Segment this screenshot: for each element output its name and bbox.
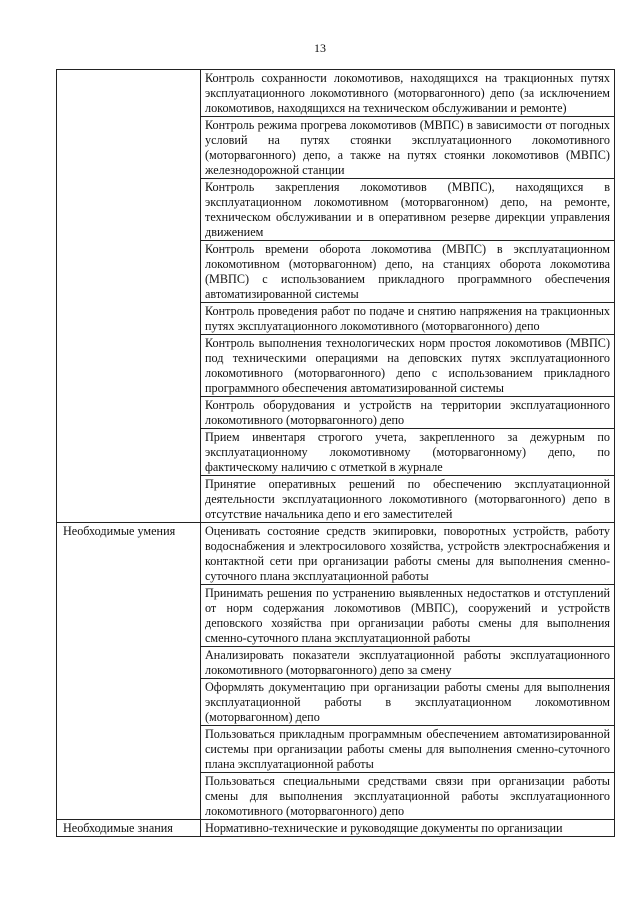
table-cell: Контроль закрепления локомотивов (МВПС), находящихся в эксплуатационном локомотивном (моторвагонном) депо, на ремонте, техническом обслуживании и в оперативном резерве дирекции управления движением — [201, 179, 615, 241]
table-cell: Пользоваться прикладным программным обеспечением автоматизированной системы при организации работы смены для выполнения сменно-суточного плана эксплуатационной работы — [201, 726, 615, 773]
table-cell: Принимать решения по устранению выявленных недостатков и отступлений от норм содержания локомотивов (МВПС), сооружений и устройств деповского хозяйства при организации работы смены для выполнения сменно-суточного плана эксплуатационной работы — [201, 585, 615, 647]
table-cell: Пользоваться специальными средствами связи при организации работы смены для выполнения эксплуатационной работы эксплуатационного локомотивного (моторвагонного) депо — [201, 773, 615, 820]
table-cell: Прием инвентаря строгого учета, закрепленного за дежурным по эксплуатационному локомотивному (моторвагонному) депо, по фактическому наличию с отметкой в журнале — [201, 429, 615, 476]
table-cell: Принятие оперативных решений по обеспечению эксплуатационной деятельности эксплуатационного локомотивного (моторвагонного) депо в отсутствие начальника депо и его заместителей — [201, 476, 615, 523]
section-label — [57, 70, 201, 523]
section-label-skills: Необходимые умения — [57, 523, 201, 820]
table-cell: Контроль режима прогрева локомотивов (МВПС) в зависимости от погодных условий на путях стоянки эксплуатационного локомотивного (моторвагонного) депо, а также на путях стоянки локомотивов (МВПС) железнодорожной станции — [201, 117, 615, 179]
table-cell: Контроль проведения работ по подаче и снятию напряжения на тракционных путях эксплуатационного локомотивного (моторвагонного) депо — [201, 303, 615, 335]
table-cell: Анализировать показатели эксплуатационной работы эксплуатационного локомотивного (моторвагонного) депо за смену — [201, 647, 615, 679]
table-row — [57, 820, 615, 837]
table-cell: Контроль выполнения технологических норм простоя локомотивов (МВПС) под техническими операциями на деповских путях эксплуатационного локомотивного (моторвагонного) депо с использованием прикладного программного обеспечения автоматизированной системы — [201, 335, 615, 397]
table-row — [57, 523, 615, 585]
requirements-table — [56, 69, 615, 837]
table-cell: Контроль оборудования и устройств на территории эксплуатационного локомотивного (моторвагонного) депо — [201, 397, 615, 429]
table-cell: Нормативно-технические и руководящие документы по организации — [201, 820, 615, 837]
table-cell: Оформлять документацию при организации работы смены для выполнения эксплуатационной работы в эксплуатационном локомотивном (моторвагонном) депо — [201, 679, 615, 726]
section-label-knowledge: Необходимые знания — [57, 820, 201, 837]
table-cell: Оценивать состояние средств экипировки, поворотных устройств, работу водоснабжения и электросилового хозяйства, устройств электроснабжения и контактной сети при организации работы смены для выполнения сменно-суточного плана эксплуатационной работы — [201, 523, 615, 585]
table-cell: Контроль времени оборота локомотива (МВПС) в эксплуатационном локомотивном (моторвагонном) депо, на станциях оборота локомотива (МВПС) с использованием прикладного программного обеспечения автоматизированной системы — [201, 241, 615, 303]
page-number: 13 — [314, 41, 326, 55]
table-cell: Контроль сохранности локомотивов, находящихся на тракционных путях эксплуатационного локомотивного (моторвагонного) депо (за исключением локомотивов, находящихся на техническом обслуживании и ремонте) — [201, 70, 615, 117]
table-row — [57, 70, 615, 117]
